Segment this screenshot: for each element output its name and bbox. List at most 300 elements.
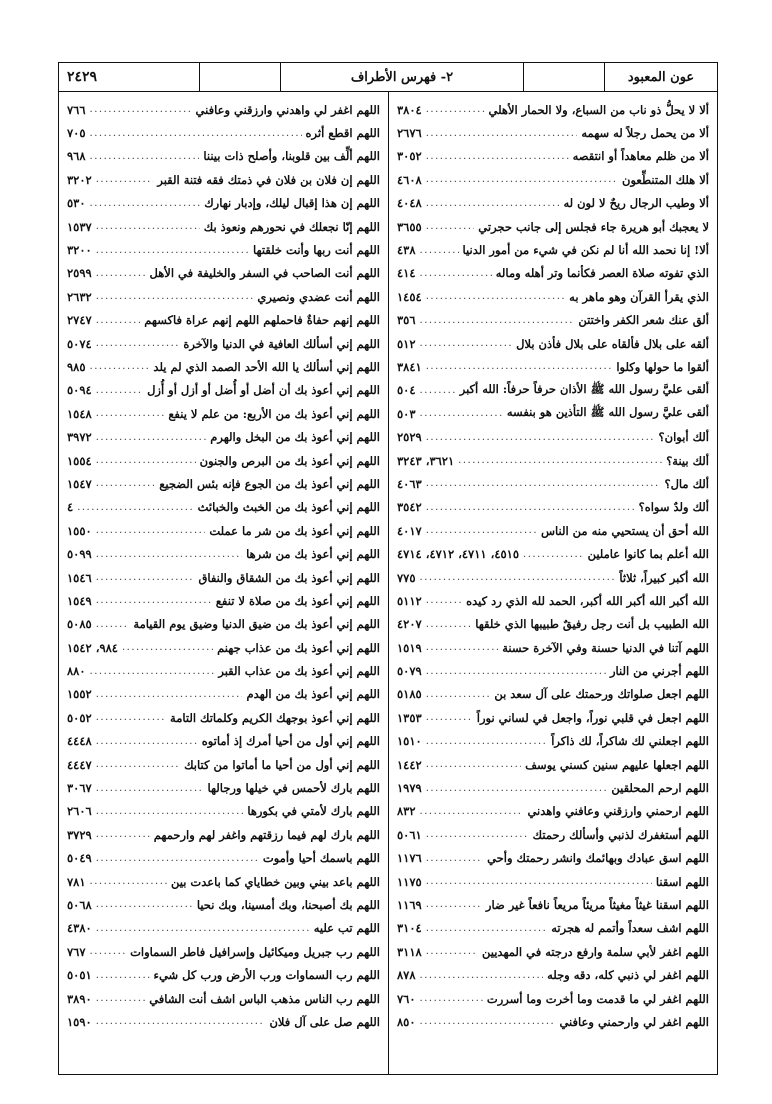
entry-numbers: ٣٢٠٢: [67, 172, 92, 187]
dot-leader: [90, 198, 201, 209]
entry-numbers: ٤٠٤٨: [397, 196, 422, 211]
entry-text: ألا وطيب الرجال ريحٌ لا لون له: [563, 196, 709, 211]
entry-numbers: ٣٧٢٩: [67, 827, 92, 842]
dot-leader: [420, 1016, 556, 1027]
index-entry: [67, 425, 380, 448]
dot-leader: [96, 853, 259, 864]
index-entry: [67, 309, 380, 332]
index-entry: [67, 613, 380, 636]
entry-text: اللهم بارك لأحمس في خيلها ورجالها: [207, 781, 380, 796]
entry-numbers: ١٥٩٠: [67, 1014, 92, 1029]
right-column: [388, 92, 717, 1074]
entry-text: اللهم إني أعوذ بك من ضيق الدنيا وضيق يوم القيامة: [133, 617, 380, 632]
entry-numbers: ١٥٥٤: [67, 453, 92, 468]
entry-numbers: ١٥٤٩: [67, 593, 92, 608]
dot-leader: [96, 829, 150, 840]
entry-text: اللهم اغفر لأبي سلمة وارفع درجته في المهديين: [482, 944, 709, 959]
dot-leader: [426, 666, 606, 677]
book-title: عون المعبود: [604, 63, 717, 91]
index-entry: [397, 870, 709, 893]
index-entry: [67, 402, 380, 425]
index-entry: [397, 847, 709, 870]
entry-text: اللهم اسقنا غيثاً مغيثاً مريئاً مريعاً نافعاً غير ضار: [485, 897, 709, 912]
dot-leader: [96, 712, 166, 723]
index-entry: [397, 168, 709, 191]
entry-text: اللهم اسق عبادك وبهائمك وانشر رحمتك وأحي: [487, 851, 709, 866]
dot-leader: [426, 104, 485, 115]
index-entry: [67, 963, 380, 986]
entry-numbers: ٥١٢: [397, 336, 416, 351]
entry-text: اللهم اغفر لي وارحمني وعافني: [559, 1014, 709, 1029]
dot-leader: [96, 291, 254, 302]
entry-text: اللهم باسمك أحيا وأموت: [262, 851, 380, 866]
entry-text: اللهم إني أعوذ بك من البرص والجنون: [199, 453, 380, 468]
dot-leader: [426, 174, 618, 185]
entry-numbers: ٥١١٢: [397, 593, 422, 608]
dot-leader: [122, 642, 213, 653]
index-entry: [67, 893, 380, 916]
entry-numbers: ٥٠٥١: [67, 968, 92, 983]
entry-numbers: ٧٦٠: [397, 991, 416, 1006]
entry-text: اللهم رب جبريل وميكائيل وإسرافيل فاطر السماوات: [130, 944, 380, 959]
entry-numbers: ١٥٤٦: [67, 570, 92, 585]
index-entry: [67, 168, 380, 191]
entry-numbers: ١٥٣٧: [67, 219, 92, 234]
entry-text: اللهم بك أصبحنا، وبك أمسينا، وبك نحيا: [196, 897, 380, 912]
dot-leader: [420, 993, 483, 1004]
entry-text: اللهم إني أعوذ بك من الهدم: [246, 687, 380, 702]
entry-numbers: ٥٠٨٥: [67, 617, 92, 632]
index-entry: [67, 145, 380, 168]
entry-numbers: ٣٩٧٢: [67, 430, 92, 445]
entry-numbers: ٣٠٥٢: [397, 149, 422, 164]
index-entry: [397, 659, 709, 682]
index-entry: [67, 192, 380, 215]
entry-numbers: ٥٠٤: [397, 383, 416, 398]
entry-numbers: ٥٠٤٩: [67, 851, 92, 866]
page-number-cell: [59, 63, 199, 91]
dot-leader: [426, 899, 482, 910]
index-entry: [397, 706, 709, 729]
entry-numbers: ٧٦٧: [67, 944, 86, 959]
entry-numbers: ٤٣٨٠: [67, 921, 92, 936]
entry-numbers: ٢٥٩٩: [67, 266, 92, 281]
dot-leader: [426, 151, 569, 162]
entry-numbers: ٤٣٨: [397, 243, 416, 258]
dot-leader: [426, 689, 491, 700]
entry-text: اللهم إني أسألك يا الله الأحد الصمد الذي لم يلد: [153, 359, 380, 374]
page-number: ٢٤٢٩: [67, 69, 98, 85]
entry-text: اللهم إني أول من أحيا أمرك إذ أماتوه: [201, 734, 380, 749]
entry-numbers: ١٥٥٢: [67, 687, 92, 702]
entry-text: ألقه على بلال فألقاه على بلال فأذن بلال: [516, 336, 709, 351]
entry-numbers: ٣١٠٤: [397, 921, 422, 936]
entry-text: اللهم رب السماوات ورب الأرض ورب كل شيء: [153, 968, 380, 983]
entry-numbers: ٨٣٢: [397, 804, 416, 819]
dot-leader: [90, 128, 302, 139]
entry-text: اللهم اجعل صلواتك ورحمتك على آل سعد بن: [494, 687, 709, 702]
dot-leader: [426, 525, 537, 536]
index-entry: [67, 706, 380, 729]
entry-numbers: ٥٠٩٤: [67, 383, 92, 398]
entry-text: اللهم إني أعوذ بوجهك الكريم وكلماتك التامة: [170, 710, 380, 725]
entry-numbers: ٣٦٥٥: [397, 219, 422, 234]
entry-text: اللهم إني أعوذ بك من عذاب جهنم: [217, 640, 380, 655]
dot-leader: [426, 829, 529, 840]
entry-numbers: ٣٨٠٤: [397, 102, 422, 117]
entry-text: اللهم إني أعوذ بك من الشقاق والنفاق: [198, 570, 380, 585]
index-entry: [397, 285, 709, 308]
dot-leader: [96, 1016, 266, 1027]
entry-text: ألا من ظلم معاهداً أو انتقصه: [572, 149, 709, 164]
dot-leader: [426, 502, 635, 513]
entry-text: ألا! إنا نحمد الله أنا لم نكن في شيء من أمور الدنيا: [462, 243, 709, 258]
entry-text: ألقى عليَّ رسول الله ﷺ التأذين هو بنفسه: [506, 405, 709, 420]
entry-text: اللهم إني أعوذ بك أن أضل أو أُضل أو أزل أو أُزل: [147, 383, 380, 398]
entry-numbers: ٤٠١٧: [397, 523, 422, 538]
entry-numbers: ٤٥١٥، ٤٧١١، ٤٧١٢، ٤٧١٤: [397, 547, 520, 562]
entry-numbers: ١٥٥٠: [67, 523, 92, 538]
dot-leader: [420, 245, 459, 256]
entry-text: اللهم إني أعوذ بك من الأربع: من علم لا ينفع: [168, 406, 380, 421]
dot-leader: [426, 876, 652, 887]
entry-text: ألك مال؟: [664, 476, 709, 491]
index-entry: [397, 121, 709, 144]
entry-numbers: ٨٨٠: [67, 664, 86, 679]
entry-numbers: ٥٠٧٤: [67, 336, 92, 351]
entry-numbers: ٥٠٧٩: [397, 664, 422, 679]
index-entry: [67, 98, 380, 121]
dot-leader: [420, 408, 503, 419]
dot-leader: [426, 291, 565, 302]
entry-text: اللهم صل على آل فلان: [269, 1014, 380, 1029]
dot-leader: [420, 315, 575, 326]
entry-text: ألك أبوان؟: [658, 430, 709, 445]
dot-leader: [426, 619, 471, 630]
index-entry: [67, 847, 380, 870]
entry-numbers: ١٤٥٤: [397, 289, 422, 304]
dot-leader: [96, 619, 130, 630]
entry-numbers: ٧٧٥: [397, 570, 416, 585]
entry-numbers: ١١٦٩: [397, 897, 422, 912]
index-entry: [67, 238, 380, 261]
entry-numbers: ٨٧٨: [397, 968, 416, 983]
index-entry: [397, 238, 709, 261]
entry-numbers: ٢٦٣٢: [67, 289, 92, 304]
entry-text: اللهم أجرني من النار: [609, 664, 709, 679]
index-entry: [397, 472, 709, 495]
dot-leader: [96, 432, 207, 443]
index-entry: [397, 1010, 709, 1033]
entry-numbers: ٥١٨٥: [397, 687, 422, 702]
entry-numbers: ١١٧٦: [397, 851, 422, 866]
dot-leader: [96, 595, 212, 606]
index-entry: [67, 940, 380, 963]
entry-numbers: ٧٨١: [67, 874, 86, 889]
entry-text: اللهم إني أعوذ بك من شر ما عملت: [209, 523, 380, 538]
dot-leader: [96, 525, 206, 536]
entry-numbers: ٢٦٧٦: [397, 126, 422, 141]
entry-numbers: ٨٥٠: [397, 1014, 416, 1029]
entry-numbers: ١٤٤٢: [397, 757, 422, 772]
dot-leader: [96, 736, 198, 747]
entry-text: اللهم إني أعوذ بك من البخل والهرم: [210, 430, 380, 445]
entry-text: اللهم اجعلها عليهم سنين كسني يوسف: [525, 757, 709, 772]
index-body: [58, 92, 718, 1075]
entry-text: اللهم إني أول من أحيا ما أماتوا من كتابك: [184, 757, 380, 772]
dot-leader: [426, 595, 462, 606]
dot-leader: [96, 572, 195, 583]
index-entry: [397, 332, 709, 355]
dot-leader: [96, 478, 156, 489]
index-entry: [397, 636, 709, 659]
index-entry: [67, 1010, 380, 1033]
dot-leader: [90, 361, 150, 372]
entry-text: ألا من يحمل رجلاً له سهمه: [581, 126, 709, 141]
dot-leader: [96, 408, 165, 419]
entry-numbers: ٤٦٠٨: [397, 172, 422, 187]
dot-leader: [96, 993, 145, 1004]
dot-leader: [96, 174, 154, 185]
index-page: [58, 62, 718, 1075]
dot-leader: [96, 783, 204, 794]
index-entry: [397, 683, 709, 706]
entry-numbers: ٣٦٢١، ٣٢٤٣: [397, 453, 455, 468]
entry-text: لا يعجبك أبو هريرة جاء فجلس إلى جانب حجرتي: [478, 219, 709, 234]
entry-text: اللهم رب الناس مذهب الباس اشف أنت الشافي: [149, 991, 380, 1006]
entry-numbers: ٥٠٩٩: [67, 547, 92, 562]
index-entry: [67, 800, 380, 823]
index-entry: [67, 776, 380, 799]
index-entry: [397, 800, 709, 823]
entry-numbers: ٤: [67, 500, 74, 515]
entry-text: ألقوا ما حولها وكلوا: [616, 359, 709, 374]
dot-leader: [420, 970, 544, 981]
dot-leader: [96, 338, 180, 349]
entry-text: اللهم باعد بيني وبين خطاياي كما باعدت بين: [170, 874, 380, 889]
entry-text: اللهم بارك لهم فيما رزقتهم واغفر لهم وارحمهم: [153, 827, 380, 842]
entry-text: اللهم اجعل في قلبي نوراً، واجعل في لساني نوراً: [476, 710, 709, 725]
index-entry: [397, 613, 709, 636]
dot-leader: [96, 315, 141, 326]
entry-numbers: ٥٠٦١: [397, 827, 422, 842]
entry-text: اللهم إني أعوذ بك من شرها: [246, 547, 380, 562]
dot-leader: [426, 221, 475, 232]
entry-text: اللهم اغفر لي ما قدمت وما أخرت وما أسررت: [486, 991, 709, 1006]
index-entry: [397, 519, 709, 542]
index-entry: [67, 683, 380, 706]
index-entry: [67, 332, 380, 355]
entry-numbers: ٣٠٦٧: [67, 781, 92, 796]
dot-leader: [426, 783, 608, 794]
entry-text: ألق عنك شعر الكفر واختتن: [578, 313, 709, 328]
index-entry: [397, 262, 709, 285]
entry-text: اللهم أنت ربها وأنت خلقتها: [253, 243, 380, 258]
index-entry: [67, 355, 380, 378]
index-entry: [67, 542, 380, 565]
header-spacer: [523, 63, 604, 91]
entry-text: اللهم أنت عضدي ونصيري: [257, 289, 380, 304]
index-entry: [397, 98, 709, 121]
entry-numbers: ٣٢٠٠: [67, 243, 92, 258]
index-entry: [397, 309, 709, 332]
entry-numbers: ٤٢٠٧: [397, 617, 422, 632]
index-entry: [67, 519, 380, 542]
index-entry: [397, 402, 709, 425]
dot-leader: [96, 759, 180, 770]
index-entry: [397, 192, 709, 215]
index-entry: [397, 893, 709, 916]
header-spacer: [199, 63, 280, 91]
entry-text: اللهم اغفر لي ذنبي كله، دقه وجله: [547, 968, 709, 983]
index-entry: [67, 917, 380, 940]
entry-numbers: ١٥٤٧: [67, 476, 92, 491]
entry-text: اللهم إني أسألك العافية في الدنيا والآخرة: [183, 336, 380, 351]
index-entry: [67, 449, 380, 472]
entry-numbers: ٣٥٤٢: [397, 500, 422, 515]
entry-text: اللهم إني أعوذ بك من صلاة لا تنفع: [215, 593, 380, 608]
dot-leader: [426, 946, 478, 957]
entry-text: الذي يقرأ القرآن وهو ماهر به: [569, 289, 709, 304]
entry-numbers: ١١٧٥: [397, 874, 422, 889]
dot-leader: [523, 549, 584, 560]
dot-leader: [426, 759, 521, 770]
dot-leader: [96, 806, 244, 817]
dot-leader: [426, 736, 547, 747]
index-entry: [67, 262, 380, 285]
index-entry: [397, 776, 709, 799]
index-entry: [67, 870, 380, 893]
left-column: [59, 92, 388, 1074]
entry-text: اللهم اشف سعداً وأتمم له هجرته: [551, 921, 709, 936]
entry-numbers: ١٥١٠: [397, 734, 422, 749]
dot-leader: [77, 502, 193, 513]
entry-text: اللهم ارحمني وارزقني وعافني واهدني: [527, 804, 709, 819]
index-entry: [397, 215, 709, 238]
index-entry: [67, 121, 380, 144]
index-entry: [67, 823, 380, 846]
entry-text: ألقى عليَّ رسول الله ﷺ الأذان حرفاً حرفاً: الله أكبر: [459, 381, 709, 396]
entry-numbers: ٤٤٤٨: [67, 734, 92, 749]
dot-leader: [420, 338, 513, 349]
entry-text: اللهم إنّا نجعلك في نحورهم ونعوذ بك: [203, 219, 380, 234]
dot-leader: [420, 572, 616, 583]
dot-leader: [90, 946, 127, 957]
index-entry: [397, 145, 709, 168]
index-entry: [397, 355, 709, 378]
entry-numbers: ٣٨٤١: [397, 359, 422, 374]
index-entry: [397, 730, 709, 753]
entry-numbers: ١٥٤٨: [67, 406, 92, 421]
dot-leader: [420, 268, 492, 279]
index-entry: [67, 753, 380, 776]
entry-text: اللهم ألِّف بين قلوبنا، وأصلح ذات بيننا: [203, 149, 380, 164]
entry-numbers: ٤١٤: [397, 266, 416, 281]
index-entry: [397, 496, 709, 519]
entry-text: ألك ولدٌ سواه؟: [638, 500, 709, 515]
entry-text: اللهم إني أعوذ بك من عذاب القبر: [218, 664, 380, 679]
entry-numbers: ٢٧٤٧: [67, 313, 92, 328]
page-header: [58, 62, 718, 92]
entry-text: اللهم آتنا في الدنيا حسنة وفي الآخرة حسنة: [502, 640, 709, 655]
dot-leader: [96, 549, 242, 560]
index-entry: [397, 425, 709, 448]
dot-leader: [90, 151, 200, 162]
dot-leader: [96, 899, 193, 910]
index-entry: [67, 589, 380, 612]
index-entry: [67, 659, 380, 682]
entry-numbers: ٥٠٣: [397, 406, 416, 421]
dot-leader: [96, 268, 146, 279]
dot-leader: [426, 853, 483, 864]
index-entry: [397, 589, 709, 612]
index-entry: [397, 963, 709, 986]
dot-leader: [426, 642, 499, 653]
dot-leader: [96, 221, 200, 232]
entry-text: الذي تفوته صلاة العصر فكأنما وتر أهله وماله: [495, 266, 709, 281]
entry-numbers: ٤٤٤٧: [67, 757, 92, 772]
entry-text: اللهم اسقنا: [655, 874, 709, 889]
index-entry: [67, 987, 380, 1010]
entry-text: الله أحق أن يستحيي منه من الناس: [540, 523, 709, 538]
entry-text: اللهم إنهم حفاةٌ فاحملهم اللهم إنهم عراة فاكسهم: [144, 313, 380, 328]
dot-leader: [90, 104, 192, 115]
dot-leader: [96, 923, 310, 934]
dot-leader: [426, 198, 560, 209]
entry-numbers: ٣٥٦: [397, 313, 416, 328]
index-entry: [67, 379, 380, 402]
dot-leader: [420, 385, 456, 396]
entry-text: اللهم أستغفرك لذنبي وأسألك رحمتك: [532, 827, 709, 842]
entry-numbers: ١٣٥٣: [397, 710, 422, 725]
entry-numbers: ٧٦٦: [67, 102, 86, 117]
entry-text: اللهم ارحم المحلقين: [611, 781, 709, 796]
entry-numbers: ٩٨٥: [67, 359, 86, 374]
entry-numbers: ٧٠٥: [67, 126, 86, 141]
dot-leader: [90, 876, 167, 887]
dot-leader: [96, 455, 196, 466]
entry-numbers: ٥٠٥٢: [67, 710, 92, 725]
entry-numbers: ٢٥٢٩: [397, 430, 422, 445]
index-entry: [397, 940, 709, 963]
section-title: ٢- فهرس الأطراف: [280, 63, 523, 91]
dot-leader: [96, 689, 243, 700]
index-entry: [67, 472, 380, 495]
dot-leader: [426, 361, 613, 372]
index-entry: [397, 987, 709, 1010]
entry-numbers: ١٥١٩: [397, 640, 422, 655]
entry-numbers: ٩٨٤، ١٥٤٢: [67, 640, 118, 655]
entry-numbers: ٣٨٩٠: [67, 991, 92, 1006]
index-entry: [397, 823, 709, 846]
entry-numbers: ٤٠٦٣: [397, 476, 422, 491]
index-entry: [397, 566, 709, 589]
index-entry: [397, 379, 709, 402]
dot-leader: [426, 128, 578, 139]
entry-numbers: ٥٣٠: [67, 196, 86, 211]
entry-text: اللهم اغفر لي واهدني وارزقني وعافني: [195, 102, 380, 117]
entry-text: اللهم إني أعوذ بك من الجوع فإنه بئس الضجيع: [159, 476, 380, 491]
entry-text: الله أكبر كبيراً، ثلاثاً: [619, 570, 709, 585]
index-entry: [67, 636, 380, 659]
entry-text: الله الطبيب بل أنت رجل رفيقٌ طبيبها الذي خلقها: [475, 617, 709, 632]
dot-leader: [426, 712, 473, 723]
index-entry: [67, 285, 380, 308]
index-entry: [67, 496, 380, 519]
entry-text: الله أعلم بما كانوا عاملين: [587, 547, 709, 562]
entry-text: اللهم تب عليه: [313, 921, 380, 936]
entry-text: اللهم إن فلان بن فلان في ذمتك فقه فتنة القبر: [157, 172, 380, 187]
